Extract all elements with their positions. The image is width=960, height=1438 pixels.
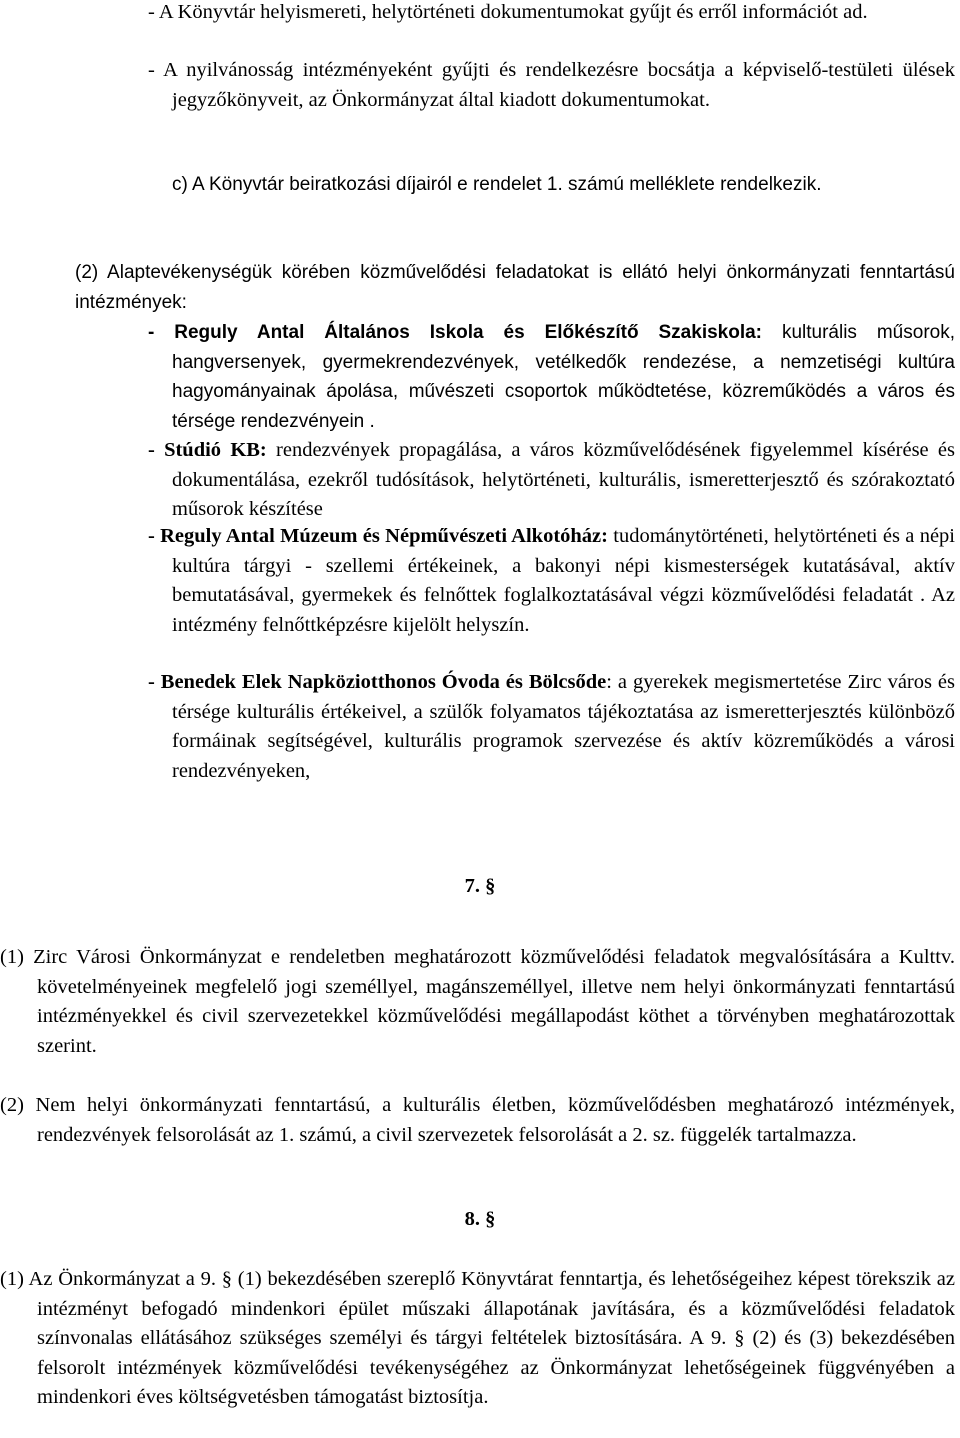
item-muzeum-name: - Reguly Antal Múzeum és Népművészeti Alkotóház: (148, 525, 608, 547)
section-7-paragraph-1: (1) Zirc Városi Önkormányzat e rendeletben meghatározott közművelődési feladatok megvalósítására a Kulttv. követelményeinek megfelelő jogi személlyel, magánszeméllyel, illetve nem helyi önkormányzati fenntartású intézményekkel és civil szervezetekkel közművelődési megállapodást köthet a törvényben meghatározottak szerint. (0, 946, 955, 1057)
list-item-nyilvanossag: - A nyilvánosság intézményeként gyűjti és rendelkezésre bocsátja a képviselő-testületi ülések jegyzőkönyveit, az Önkormányzat által kiadott dokumentumokat. (148, 59, 955, 111)
item-ovoda-text: : a gyerekek megismertetése Zirc város és térsége kulturális értékeivel, a szülők folyamatos tájékoztatása az ismeretterjesztés különböző formáinak segítségével, kulturális programok szervezése és aktív közreműködés a városi rendezvényeken, (172, 671, 955, 782)
section-7-paragraph-2: (2) Nem helyi önkormányzati fenntartású, a kulturális életben, közművelődésben meghatározó intézmények, rendezvények felsorolását az 1. számú, a civil szervezetek felsorolását a 2. sz. függelék tartalmazza. (0, 1094, 955, 1146)
section-7-heading: 7. § (464, 875, 496, 897)
section-8-paragraph-1: (1) Az Önkormányzat a 9. § (1) bekezdésében szereplő Könyvtárat fenntartja, és lehetőségeihez képest törekszik az intézményt befogadó mindenkori épület műszaki állapotának javítására, és a közművelődési feladatok színvonalas ellátásához szükséges személyi és tárgyi feltételek biztosítására. A 9. § (2) és (3) bekezdésében felsorolt intézmények közművelődési tevékenységéhez az Önkormányzat lehetőségeinek függvényében a mindenkori éves költségvetésben támogatást biztosítja. (0, 1268, 955, 1408)
item-ovoda (148, 668, 955, 786)
list-item-helyismereti: - A Könyvtár helyismereti, helytörténeti dokumentumokat gyűjt és erről információt ad. (148, 1, 868, 23)
item-ovoda-name: - Benedek Elek Napköziotthonos Óvoda és Bölcsőde (148, 671, 607, 693)
item-muzeum (148, 522, 955, 640)
item-studio-text: rendezvények propagálása, a város közművelődésének figyelemmel kísérése és dokumentálása, ezekről tudósítások, helytörténeti, kulturális, ismeretterjesztő és szórakoztató műsorok készítése (172, 439, 955, 520)
item-reguly-iskola-text: kulturális műsorok, hangversenyek, gyermekrendezvények, vetélkedők rendezése, a nemzetiségi kultúra hagyományainak ápolása, művészeti csoportok működtetése, közreműködés a város és térsége rendezvényein . (172, 322, 955, 432)
item-reguly-iskola-name: - Reguly Antal Általános Iskola és Előkészítő Szakiskola: (148, 322, 763, 343)
paragraph-2-intro: (2) Alaptevékenységük körében közművelődési feladatokat is ellátó helyi önkormányzati fenntartású intézmények: (75, 262, 955, 313)
item-reguly-iskola (148, 318, 955, 436)
section-8-heading: 8. § (464, 1208, 496, 1230)
point-c: c) A Könyvtár beiratkozási díjairól e rendelet 1. számú melléklete rendelkezik. (172, 174, 822, 195)
item-studio-name: - Stúdió KB: (148, 439, 267, 461)
item-muzeum-text: tudománytörténeti, helytörténeti és a népi kultúra tárgyi - szellemi értékeinek, a bakonyi népi kismesterségek kutatásával, aktív bemutatásával, gyermekek és felnőttek foglalkoztatásával végzi közművelődési feladatát . Az intézmény felnőttképzésre kijelölt helyszín. (172, 525, 955, 636)
item-studio (148, 436, 955, 525)
